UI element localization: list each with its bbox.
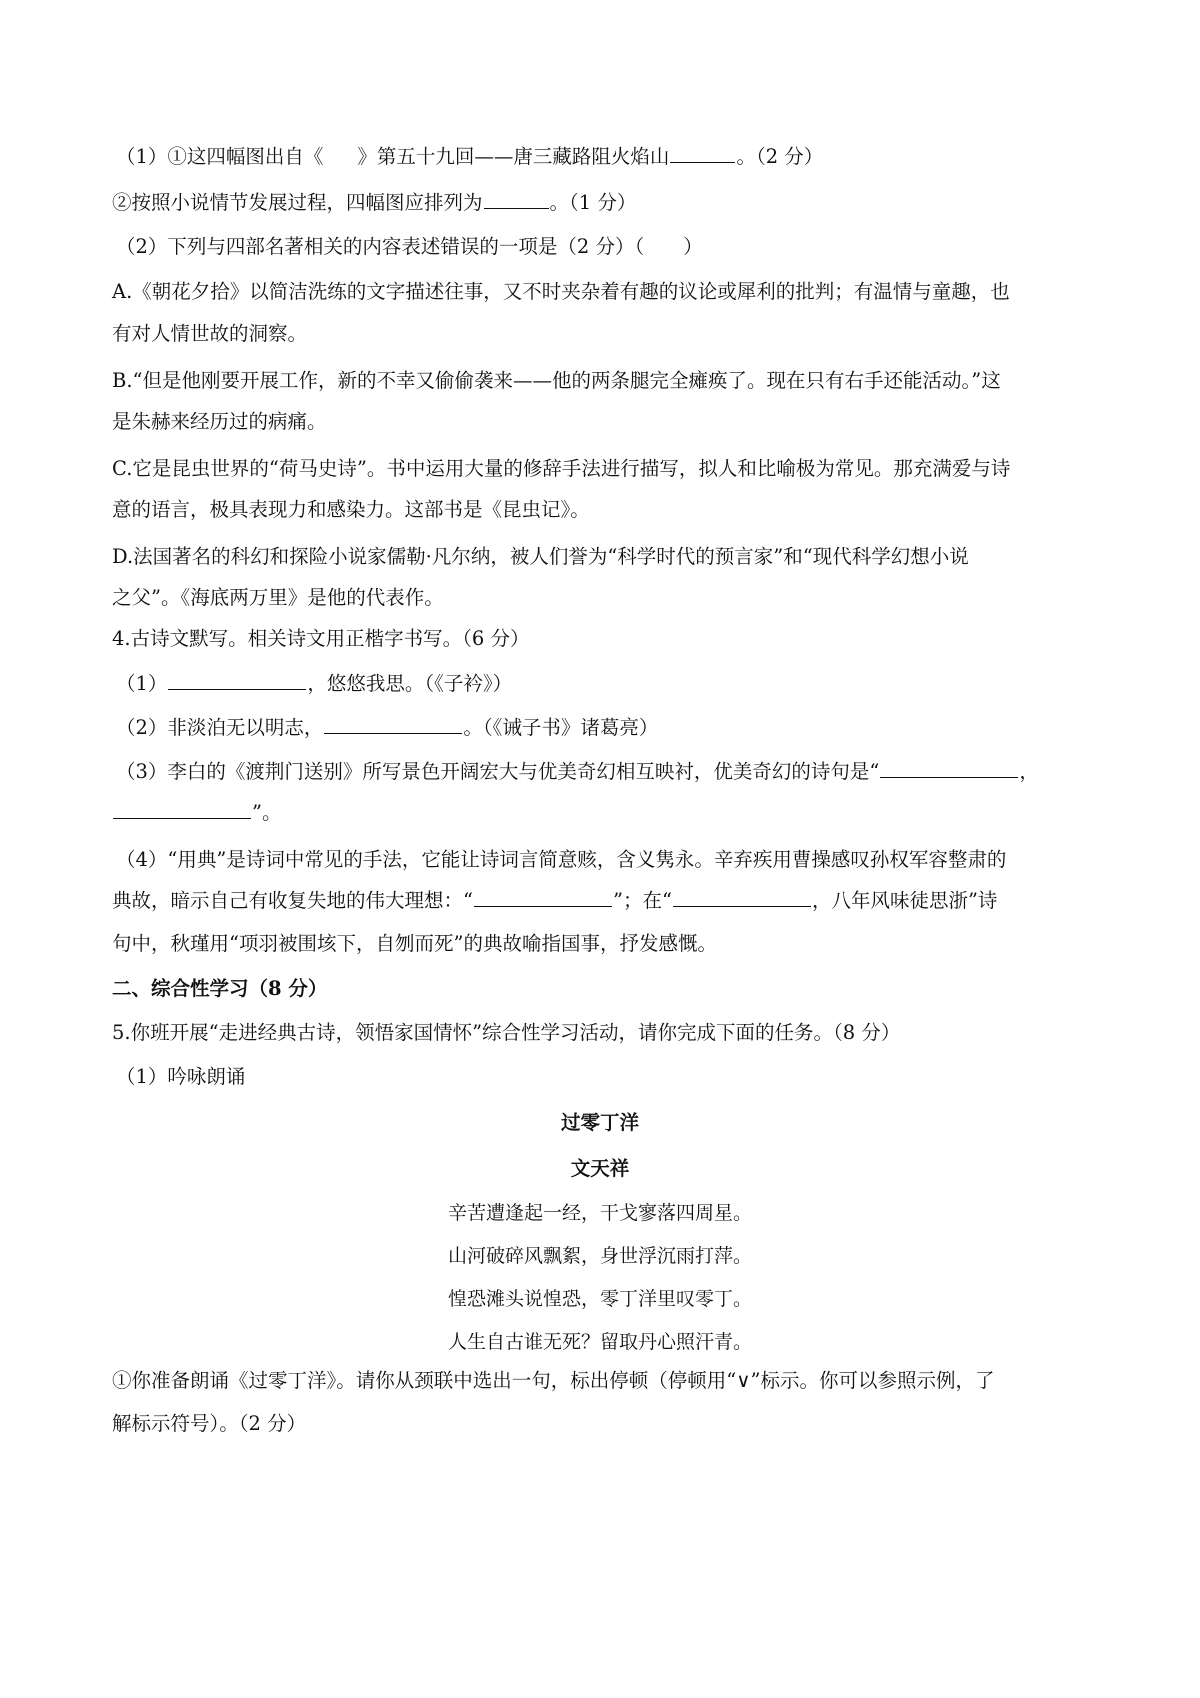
q3-part1-order-text: ②按照小说情节发展过程，四幅图应排列为: [112, 191, 483, 214]
q3-part2-stem: （2）下列与四部名著相关的内容表述错误的一项是（2 分）（ ）: [116, 235, 703, 258]
poem-line: 山河破碎风飘絮，身世浮沉雨打萍。: [447, 1245, 752, 1267]
q4-sub3-line1: [116, 758, 1106, 786]
answer-blank[interactable]: [168, 671, 306, 690]
q4-sub1: [116, 670, 1106, 698]
q3-part1-score: 。（2 分）: [736, 145, 824, 168]
q3-part1-text-b: 》第五十九回——唐三藏路阻火焰山: [357, 145, 670, 168]
q4-sub3-close: ”。: [252, 801, 282, 824]
task1-line2: 解标示符号）。（2 分）: [112, 1412, 307, 1435]
q4-sub1-text: ，悠悠我思。（《子衿》）: [307, 672, 513, 695]
q3-part1-text-a: （1）①这四幅图出自《: [116, 145, 324, 168]
answer-blank[interactable]: [324, 715, 462, 734]
task1-line1: ①你准备朗诵《过零丁洋》。请你从颈联中选出一句，标出停顿（停顿用“∨”标示。你可以参照示例，了: [112, 1369, 995, 1392]
option-d-line1: D.法国著名的科幻和探险小说家儒勒·凡尔纳，被人们誉为“科学时代的预言家”和“现代科学幻想小说: [112, 545, 969, 568]
option-a-line2: 有对人情世故的洞察。: [112, 322, 308, 345]
poem-title: 过零丁洋: [560, 1111, 639, 1134]
option-d-line2: 之父”。《海底两万里》是他的代表作。: [112, 586, 444, 609]
q4-sub2-text-b: 。（《诫子书》诸葛亮）: [463, 716, 659, 739]
q4-sub4-line1: （4）“用典”是诗词中常见的手法，它能让诗词言简意赅，含义隽永。辛弃疾用曹操感叹孙权军容整肃的: [116, 848, 1007, 871]
q4-sub2: [116, 714, 1106, 742]
q4-sub3-line2: [112, 799, 1106, 827]
poem-author: 文天祥: [570, 1157, 630, 1180]
section-heading: 二、综合性学习（8 分）: [112, 977, 328, 1000]
q4-sub4-text-b: ”；在“: [612, 889, 672, 912]
answer-blank[interactable]: [880, 759, 1018, 778]
q4-stem: 4.古诗文默写。相关诗文用正楷字书写。（6 分）: [112, 627, 530, 650]
option-c-line1: C.它是昆虫世界的“荷马史诗”。书中运用大量的修辞手法进行描写，拟人和比喻极为常见。那充满爱与诗: [112, 457, 1011, 480]
q4-sub4-line2: [112, 887, 1106, 915]
poem-line: 辛苦遭逢起一经，干戈寥落四周星。: [447, 1202, 752, 1224]
option-b-line2: 是朱赫来经历过的病痛。: [112, 410, 327, 433]
q5-stem: 5.你班开展“走进经典古诗，领悟家国情怀”综合性学习活动，请你完成下面的任务。（8 分）: [112, 1021, 901, 1044]
q4-sub4-line3: 句中，秋瑾用“项羽被围垓下，自刎而死”的典故喻指国事，抒发感慨。: [112, 932, 717, 955]
option-c-line2: 意的语言，极具表现力和感染力。这部书是《昆虫记》。: [112, 498, 590, 521]
q4-sub1-num: （1）: [116, 672, 168, 695]
q4-sub3-comma: ，: [1019, 760, 1039, 783]
q4-sub4-text-a: 典故，暗示自己有收复失地的伟大理想：“: [112, 889, 473, 912]
answer-blank[interactable]: [484, 190, 549, 209]
option-b-line1: B.“但是他刚要开展工作，新的不幸又偷偷袭来——他的两条腿完全瘫痪了。现在只有右手还能活动。”这: [112, 369, 1001, 392]
q4-sub2-text-a: （2）非淡泊无以明志，: [116, 716, 324, 739]
answer-blank[interactable]: [474, 888, 612, 907]
poem-line: 惶恐滩头说惶恐，零丁洋里叹零丁。: [447, 1288, 752, 1310]
q4-sub3-text-a: （3）李白的《渡荆门送别》所写景色开阔宏大与优美奇幻相互映衬，优美奇幻的诗句是“: [116, 760, 880, 783]
q5-sub1: （1）吟咏朗诵: [116, 1065, 246, 1088]
poem-line: 人生自古谁无死？留取丹心照汗青。: [447, 1331, 752, 1353]
q4-sub4-text-c: ，八年风味徒思浙”诗: [811, 889, 998, 912]
q3-part1-line2: [112, 189, 1106, 217]
answer-blank[interactable]: [670, 144, 735, 163]
q3-part1-line1: [116, 143, 1106, 171]
answer-blank[interactable]: [673, 888, 811, 907]
answer-blank[interactable]: [113, 800, 251, 819]
q3-part1-order-score: 。（1 分）: [549, 191, 637, 214]
option-a-line1: A.《朝花夕拾》以简洁洗练的文字描述往事，又不时夹杂着有趣的议论或犀利的批判；有温情与童趣，也: [112, 280, 1010, 303]
